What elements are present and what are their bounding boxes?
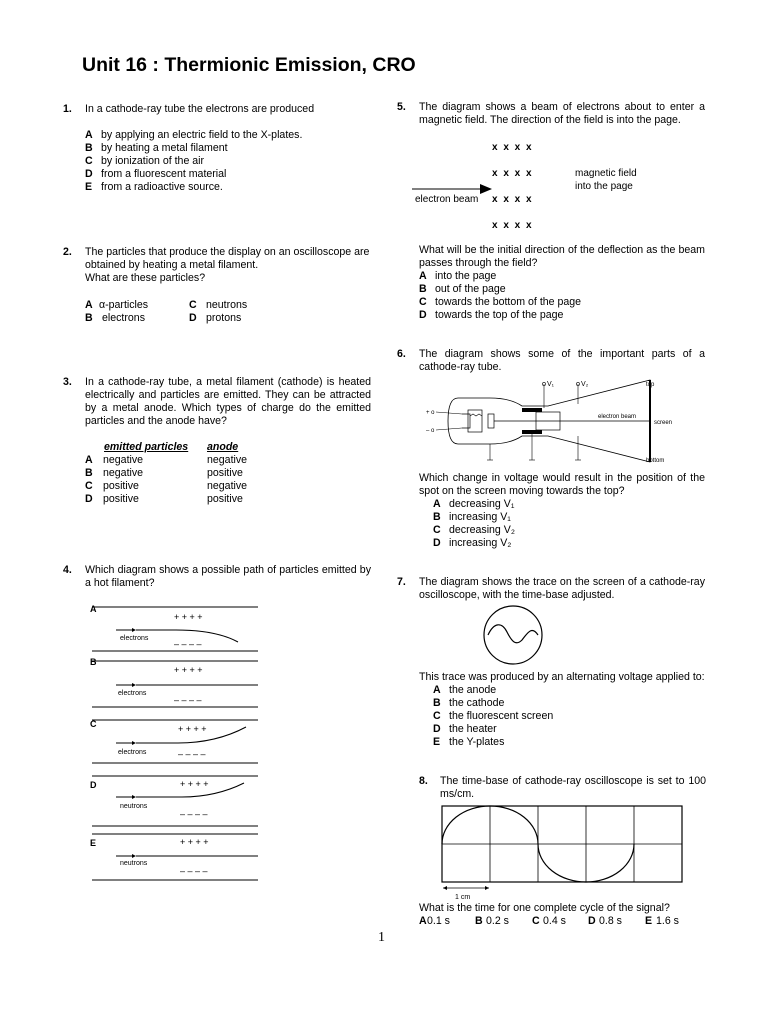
svg-text:– – – –: – – – – [178, 749, 206, 759]
cathode-ray-tube-diagram [418, 376, 688, 468]
question-number: 8. [419, 775, 428, 787]
svg-text:x x x x: x x x x [492, 142, 532, 153]
option-b[interactable]: B electrons [85, 312, 145, 324]
option-c[interactable]: C decreasing V₂ [433, 524, 515, 536]
svg-text:V₁: V₁ [547, 381, 555, 388]
option-d[interactable]: D 0.8 s [588, 915, 622, 927]
option-c[interactable]: C neutrons [189, 299, 248, 311]
option-a[interactable]: A decreasing V₁ [433, 498, 515, 510]
svg-text:neutrons: neutrons [120, 860, 148, 867]
question-text: The particles that produce the display on an oscilloscope are obtained by heating a metal filament. [85, 246, 370, 271]
question-prompt: Which change in voltage would result in the position of the spot on the screen moving towards the top? [419, 472, 705, 497]
question-text-2: What are these particles? [85, 272, 206, 284]
option-d[interactable]: D from a fluorescent material [85, 168, 227, 180]
option-a[interactable]: A into the page [419, 270, 497, 282]
svg-text:screen: screen [654, 420, 673, 426]
svg-text:– – – –: – – – – [174, 639, 202, 649]
option-b[interactable]: B out of the page [419, 283, 506, 295]
option-e[interactable]: E the Y-plates [433, 736, 505, 748]
option-e[interactable]: E from a radioactive source. [85, 181, 223, 193]
question-text: The diagram shows some of the important parts of a cathode-ray tube. [419, 348, 705, 373]
question-text: The diagram shows the trace on the screen of a cathode-ray oscilloscope, with the time-base adjusted. [419, 576, 705, 601]
svg-text:x x x x: x x x x [492, 168, 532, 179]
option-d[interactable]: D positive positive [85, 493, 243, 505]
svg-text:x x x x: x x x x [492, 220, 532, 231]
diagram-b[interactable] [90, 657, 258, 707]
svg-text:x x x x: x x x x [492, 194, 532, 205]
option-a[interactable]: A the anode [433, 684, 497, 696]
svg-text:– – – –: – – – – [180, 809, 208, 819]
option-d[interactable]: D the heater [433, 723, 497, 735]
svg-text:electrons: electrons [118, 749, 147, 756]
question-text: In a cathode-ray tube the electrons are produced [85, 103, 315, 115]
svg-text:B: B [90, 657, 97, 667]
question-number: 2. [63, 246, 72, 258]
svg-text:– – – –: – – – – [174, 695, 202, 705]
svg-text:D: D [90, 780, 97, 790]
question-text: Which diagram shows a possible path of particles emitted by a hot filament? [85, 564, 371, 589]
svg-text:C: C [90, 719, 97, 729]
option-b[interactable]: B increasing V₁ [433, 511, 511, 523]
question-number: 7. [397, 576, 406, 588]
svg-text:magnetic field: magnetic field [575, 168, 637, 179]
question-text: The diagram shows a beam of electrons about to enter a magnetic field. The direction of the field is into the page. [419, 101, 705, 126]
svg-text:V₂: V₂ [581, 381, 589, 388]
svg-text:neutrons: neutrons [120, 803, 148, 810]
svg-text:+ o: + o [426, 410, 435, 416]
svg-text:E: E [90, 838, 97, 848]
waveform-grid [441, 805, 691, 901]
svg-text:bottom: bottom [646, 458, 665, 464]
page-title: Unit 16 : Thermionic Emission, CRO [82, 54, 416, 76]
column-header-anode: anode [207, 441, 239, 453]
question-number: 6. [397, 348, 406, 360]
svg-text:electron beam: electron beam [598, 414, 637, 420]
svg-text:electrons: electrons [118, 690, 147, 697]
question-number: 1. [63, 103, 72, 115]
option-c[interactable]: C by ionization of the air [85, 155, 205, 167]
diagram-c[interactable] [90, 719, 258, 763]
option-d[interactable]: D increasing V₂ [433, 537, 512, 549]
svg-text:+ + + +: + + + + [178, 724, 207, 734]
particle-path-diagrams [86, 598, 266, 890]
option-a[interactable]: A negative negative [85, 454, 248, 466]
option-e[interactable]: E 1.6 s [645, 915, 679, 927]
question-text: The time-base of cathode-ray oscilloscope is set to 100 ms/cm. [440, 775, 706, 800]
option-a[interactable]: A α-particles [85, 299, 149, 311]
diagram-a[interactable] [90, 604, 258, 651]
option-b[interactable]: B negative positive [85, 467, 243, 479]
question-number: 4. [63, 564, 72, 576]
option-c[interactable]: C the fluorescent screen [433, 710, 554, 722]
svg-text:top: top [646, 382, 655, 388]
svg-text:+ + + +: + + + + [174, 612, 203, 622]
svg-text:electrons: electrons [120, 635, 149, 642]
option-d[interactable]: D towards the top of the page [419, 309, 564, 321]
option-c[interactable]: C 0.4 s [532, 915, 566, 927]
question-prompt: What will be the initial direction of the deflection as the beam passes through the field? [419, 244, 705, 269]
option-a[interactable]: A by applying an electric field to the X-plates. [85, 129, 303, 141]
diagram-d[interactable] [90, 776, 258, 826]
svg-text:electron beam: electron beam [415, 194, 479, 205]
question-text: In a cathode-ray tube, a metal filament (cathode) is heated electrically and particles are emitted. They can be attracted by a metal anode. Which types of charge do the emitted particles and the anode have? [85, 376, 371, 427]
option-d[interactable]: D protons [189, 312, 242, 324]
column-header-particles: emitted particles [104, 441, 189, 453]
option-b[interactable]: B by heating a metal filament [85, 142, 228, 154]
diagram-e[interactable] [90, 834, 258, 880]
svg-text:into the page: into the page [575, 181, 633, 192]
svg-text:– – – –: – – – – [180, 866, 208, 876]
option-b[interactable]: B the cathode [433, 697, 505, 709]
svg-text:1 cm: 1 cm [455, 894, 471, 901]
option-c[interactable]: C towards the bottom of the page [419, 296, 582, 308]
question-number: 5. [397, 101, 406, 113]
option-a[interactable]: A0.1 s [419, 915, 450, 927]
magnetic-field-diagram [412, 136, 662, 236]
oscilloscope-trace [480, 604, 550, 666]
svg-text:+ + + +: + + + + [174, 665, 203, 675]
svg-text:+ + + +: + + + + [180, 837, 209, 847]
option-c[interactable]: C positive negative [85, 480, 248, 492]
question-prompt: What is the time for one complete cycle of the signal? [419, 902, 670, 914]
question-number: 3. [63, 376, 72, 388]
page-number: 1 [378, 930, 385, 945]
svg-text:+ + + +: + + + + [180, 779, 209, 789]
svg-text:A: A [90, 604, 97, 614]
question-prompt: This trace was produced by an alternating voltage applied to: [419, 671, 705, 683]
svg-text:– o: – o [426, 428, 435, 434]
option-b[interactable]: B 0.2 s [475, 915, 509, 927]
